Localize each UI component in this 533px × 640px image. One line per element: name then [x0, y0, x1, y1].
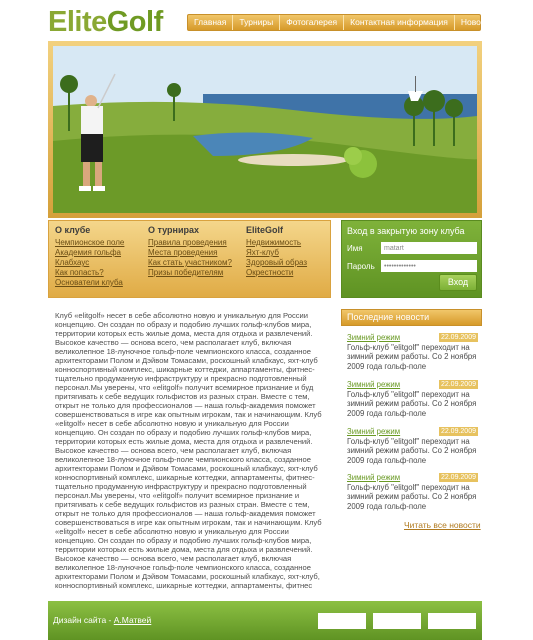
link-real-estate[interactable]: Недвижимость [246, 238, 302, 247]
login-panel [341, 220, 482, 298]
nav-tournaments[interactable]: Турниры [233, 15, 280, 30]
news-header: Последние новости [341, 309, 482, 326]
news-item-title[interactable]: Зимний режим [347, 427, 401, 436]
nav-home[interactable]: Главная [188, 15, 233, 30]
info-panel [48, 220, 331, 298]
info-col-elitegolf [246, 225, 307, 278]
all-news-link[interactable]: Читать все новости [404, 520, 481, 530]
info-col-club [55, 225, 124, 288]
link-surroundings[interactable]: Окрестности [246, 268, 294, 277]
link-healthy-lifestyle[interactable]: Здоровый образ [246, 258, 308, 267]
info-col-elitegolf-title: EliteGolf [246, 225, 284, 235]
link-how-to-get[interactable]: Как попасть? [55, 268, 104, 277]
news-item [347, 427, 478, 465]
nav-news[interactable]: Новости [460, 17, 494, 27]
link-clubhouse[interactable]: Клабхаус [55, 258, 90, 267]
news-item-body: Гольф-клуб "elitgolf" переходит на зимний режим работы. Со 2 ноября 2009 года гольф-поле [347, 482, 477, 511]
footer-credit-label: Дизайн сайта - [53, 615, 114, 625]
link-yacht-club[interactable]: Яхт-клуб [246, 248, 279, 257]
news-item [347, 333, 478, 371]
login-password-label: Пароль [347, 262, 375, 271]
site-logo[interactable] [48, 6, 163, 39]
footer-banner-1[interactable] [318, 613, 366, 629]
news-item-date: 22.09.2009 [440, 381, 476, 388]
link-venues[interactable]: Места проведения [148, 248, 218, 257]
news-item-title[interactable]: Зимний режим [347, 380, 401, 389]
news-item-body: Гольф-клуб "elitgolf" переходит на зимний режим работы. Со 2 ноября 2009 года гольф-поле [347, 342, 477, 371]
golf-course-illustration [53, 46, 477, 213]
news-item [347, 473, 478, 511]
link-how-to-participate[interactable]: Как стать участником? [148, 258, 232, 267]
news-item-body: Гольф-клуб "elitgolf" переходит на зимний режим работы. Со 2 ноября 2009 года гольф-поле [347, 436, 477, 465]
info-col-club-title: О клубе [55, 225, 91, 235]
login-title: Вход в закрытую зону клуба [347, 226, 465, 236]
news-item-date: 22.09.2009 [440, 428, 476, 435]
nav-contacts[interactable]: Контактная информация [344, 15, 455, 30]
login-password-input[interactable] [381, 260, 477, 272]
news-item [347, 380, 478, 418]
info-col-tournaments-title: О турнирах [148, 225, 199, 235]
news-item-date: 22.09.2009 [440, 334, 476, 341]
link-rules[interactable]: Правила проведения [148, 238, 227, 247]
footer-banner-3[interactable] [428, 613, 476, 629]
footer-author-link[interactable]: А.Матвей [113, 615, 152, 625]
main-nav [187, 14, 494, 31]
login-name-input[interactable] [381, 242, 477, 254]
nav-gallery[interactable]: Фотогалерея [280, 15, 344, 30]
link-founders[interactable]: Основатели клуба [55, 278, 123, 287]
footer-banner-2[interactable] [373, 613, 421, 629]
link-prizes[interactable]: Призы победителям [148, 268, 224, 277]
news-item-date: 22.09.2009 [440, 474, 476, 481]
login-button[interactable]: Вход [439, 274, 477, 291]
hero-frame [48, 41, 482, 218]
hero-image [53, 46, 477, 213]
footer-credit [53, 615, 151, 625]
main-article-text: Клуб «elitgolf» несет в себе абсолютно новую и уникальную для России концепцию. Он создан по образу и подобию лучших гольф-клубов мира, территории которых есть жилые дома, места для отдыха и развлечений. Высокое качество — основа всего, чем располагает клуб, включая великолепное 18-луночное гольф-поле чемпионского класса, созданное архитекторами Полом и Дэйвом Томасами, роскошный клабхаус, яхт-клуб конноспортивный комплекс, шикарные коттеджи, аппартаменты, фитнес-тщательно продуманную инфраструктуру и прекрасно подготовленный персонал.Мы уверены, что «elitgolf» получит всемирное признание и буд притягивать к себе ведущих гольфистов из разных стран. Вместе с тем, открыт не только для профессионалов — наша гольф-академия поможет совершенствоваться в игре как опытным игрокам, так и начинающим. Клуб «elitgolf» несет в себе абсолютно новую и уникальную для России концепцию. Он создан по образу и подобию лучших гольф-клубов мира, территории которых есть жилые дома, места для отдыха и развлечений. Высокое качество — основа всего, чем располагает клуб, включая великолепное 18-луночное гольф-поле чемпионского класса, созданное архитекторами Полом и Дэйвом Томасами, роскошный клабхаус, яхт-клуб конноспортивный комплекс, шикарные коттеджи, аппартаменты, фитнес-тщательно продуманную инфраструктуру и прекрасно подготовленный персонал.Мы уверены, что «elitgolf» получит всемирное признание и притягивать к себе ведущих гольфистов из разных стран. Вместе с тем, открыт не только для профессионалов — наша гольф-академия поможет совершенствоваться в игре как опытным игрокам, так и начинающим. Клуб «elitgolf» несет в себе абсолютно новую и уникальную для России концепцию. Он создан по образу и подобию лучших гольф-клубов мира, территории которых есть жилые дома, места для отдыха и развлечений. Высокое качество — основа всего, чем располагает клуб, включая великолепное 18-луночное гольф-поле чемпионского класса, созданное архитекторами Полом и Дэйвом Томасами, роскошный клабхаус, яхт-клуб, конноспортивный комплекс, шикарные коттеджи, аппартаменты, фитнес [55, 311, 322, 590]
login-name-label: Имя [347, 244, 363, 253]
news-item-title[interactable]: Зимний режим [347, 473, 401, 482]
footer [48, 601, 482, 640]
logo-part-golf: Golf [106, 6, 163, 38]
info-col-tournaments [148, 225, 232, 278]
link-championship-field[interactable]: Чемпионское поле [55, 238, 125, 247]
logo-part-elite: Elite [48, 6, 107, 38]
news-item-body: Гольф-клуб "elitgolf" переходит на зимний режим работы. Со 2 ноября 2009 года гольф-поле [347, 389, 477, 418]
link-golf-academy[interactable]: Академия гольфа [55, 248, 121, 257]
news-item-title[interactable]: Зимний режим [347, 333, 401, 342]
